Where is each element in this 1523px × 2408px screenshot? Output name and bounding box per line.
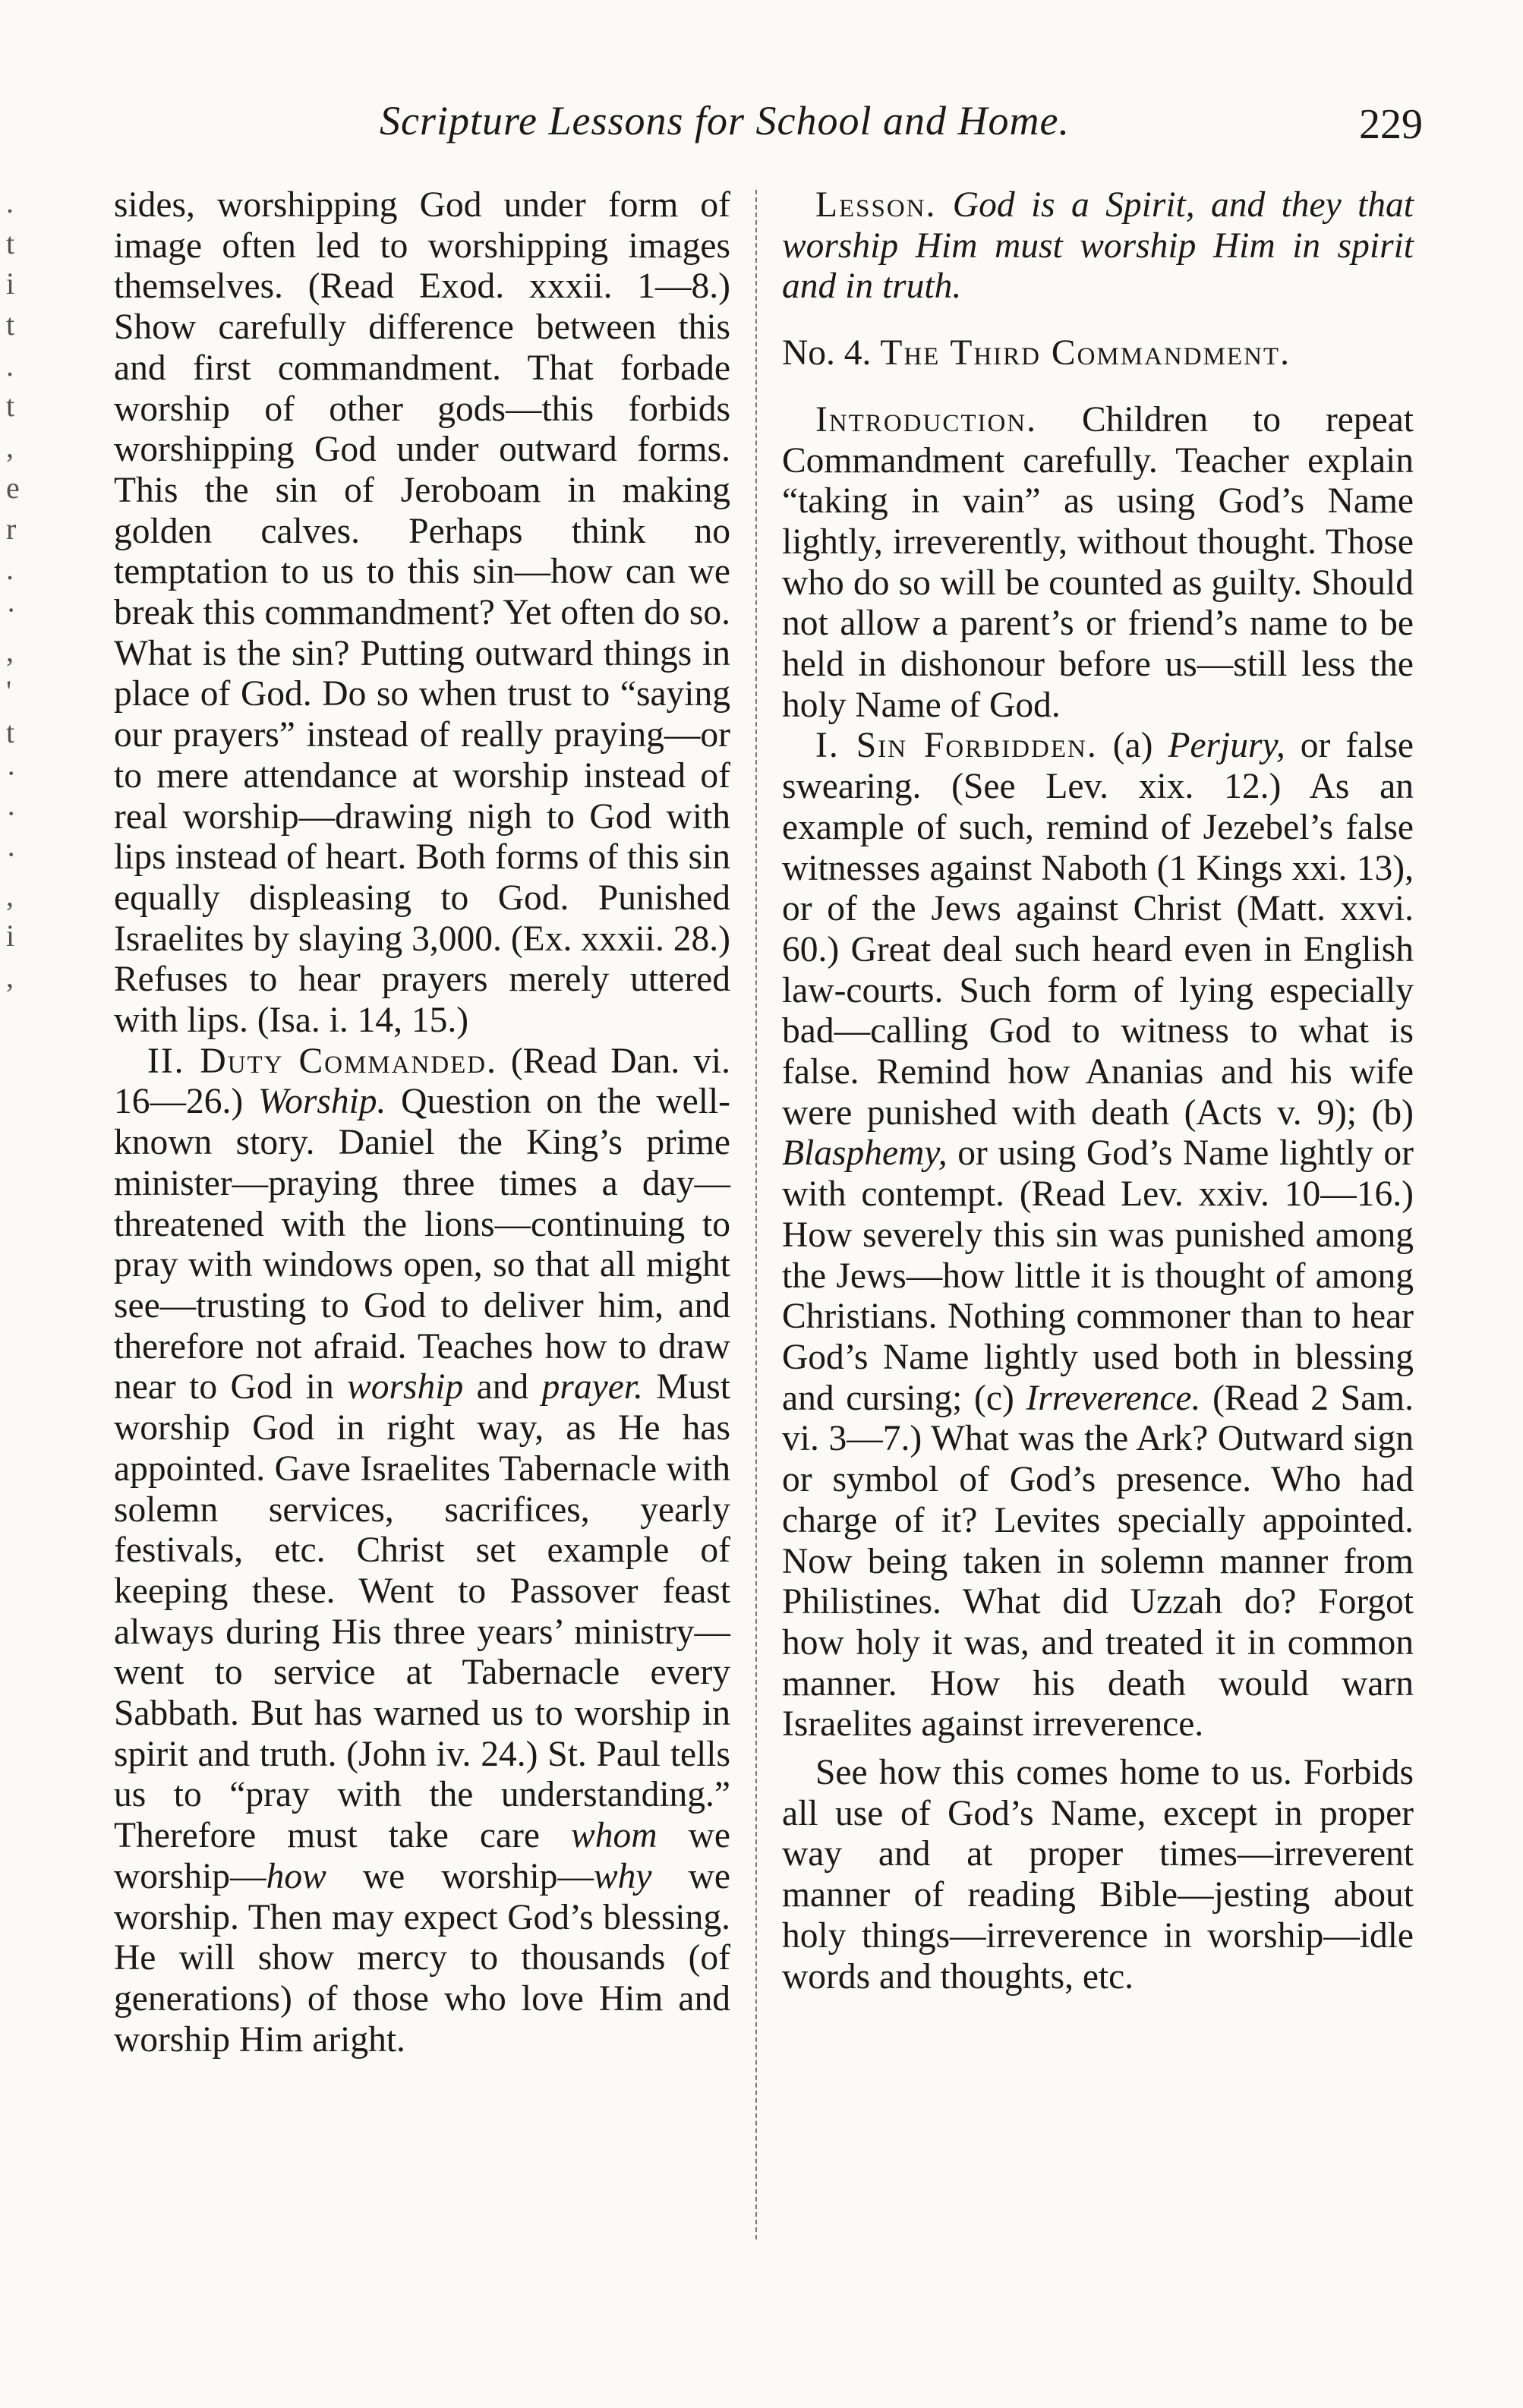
emphasis-whom: whom xyxy=(571,1816,657,1856)
emphasis-why: why xyxy=(593,1856,652,1896)
sin-forbidden-paragraph: I. Sin Forbidden. (a) Perjury, or false swearing. (See Lev. xix. 12.) As an example of such, remind of Jezebel’s false witnesses against Naboth (1 Kings xxi. 13), or of the Jews against Christ (Matt. xxvi. 60.) Great deal such heard even in English law-courts. Such form of lying especially bad—calling God to witness to what is false. Remind how Ananias and his wife were punished with death (Acts v. 9); (b) Blasphemy, or using God’s Name lightly or with contempt. (Read Lev. xxiv. 10—16.) How severely this sin was punished among the Jews—how little it is thought of among Christians. Nothing commoner than to hear God’s Name lightly used both in blessing and cursing; (c) Irreverence. (Read 2 Sam. vi. 3—7.) What was the Ark? Outward sign or symbol of God’s presence. Who had charge of it? Levites specially appointed. Now being taken in solemn manner from Philistines. What did Uzzah do? Forgot how holy it was, and treated it in common manner. How his death would warn Israelites against irreverence. xyxy=(782,726,1414,1745)
column-divider xyxy=(755,190,757,2239)
lesson-text: God is a Spirit, and they that worship Him must worship Him in spirit and in truth. xyxy=(782,185,1414,307)
page-header xyxy=(0,97,1523,158)
section-heading xyxy=(782,333,1414,374)
emphasis-worship: Worship. xyxy=(257,1082,386,1122)
emphasis-prayer: prayer. xyxy=(541,1367,643,1407)
right-column xyxy=(782,185,1414,1997)
sin-forbidden-heading: I. Sin Forbidden. xyxy=(815,726,1098,766)
duty-commanded-paragraph: II. Duty Commanded. (Read Dan. vi. 16—26.) Worship. Question on the well-known story. Daniel the King’s prime minister—praying three times a day—threatened with the lions—continuing to pray with windows open, so that all might see—trusting to God to deliver him, and therefore not afraid. Teaches how to draw near to God in worship and prayer. Must worship God in right way, as He has appointed. Gave Israelites Tabernacle with solemn services, sacrifices, yearly festivals, etc. Christ set example of keeping these. Went to Passover feast always during His three years’ ministry—went to service at Tabernacle every Sabbath. But has warned us to worship in spirit and truth. (John iv. 24.) St. Paul tells us to “pray with the understanding.” Therefore must take care whom we worship—how we worship—why we worship. Then may expect God’s blessing. He will show mercy to thousands (of generations) of those who love Him and worship Him aright. xyxy=(114,1041,730,2060)
term-blasphemy: Blasphemy, xyxy=(782,1133,948,1174)
lesson-paragraph xyxy=(782,185,1414,307)
left-paragraph-continued: sides, worshipping God under form of image often led to worshipping images themselves. (Read Exod. xxxii. 1—8.) Show carefully difference between this and first commandment. That forbade worship of other gods—this forbids worshipping God under outward forms. This the sin of Jeroboam in making golden calves. Perhaps think no temptation to us to this sin—how can we break this commandment? Yet often do so. What is the sin? Putting outward things in place of God. Do so when trust to “saying our prayers” instead of really praying—or to mere attendance at worship instead of real worship—drawing nigh to God with lips instead of heart. Both forms of this sin equally displeasing to God. Punished Israelites by slaying 3,000. (Ex. xxxii. 28.) Refuses to hear prayers merely uttered with lips. (Isa. i. 14, 15.) xyxy=(114,185,730,1041)
term-irreverence: Irreverence. xyxy=(1026,1378,1201,1418)
duty-commanded-heading: II. Duty Commanded. xyxy=(147,1041,498,1081)
section-number: No. 4. xyxy=(782,333,872,373)
introduction-label: Introduction. xyxy=(815,399,1038,440)
introduction-paragraph: Introduction. Children to repeat Commandment carefully. Teacher explain “taking in vain” as using God’s Name lightly, irreverently, without thought. Those who do so will be counted as guilty. Should not allow a parent’s or friend’s name to be held in dishonour before us—still less the holy Name of God. xyxy=(782,399,1414,725)
running-title: Scripture Lessons for School and Home. xyxy=(380,98,1070,143)
emphasis-how: how xyxy=(266,1856,326,1896)
section-title: The Third Commandment. xyxy=(880,333,1291,373)
left-column xyxy=(114,185,730,2060)
margin-bleed-marks: . t i t . t , e r . · , ' t · · · , i , xyxy=(6,185,20,994)
term-perjury: Perjury, xyxy=(1168,726,1285,766)
closing-paragraph: See how this comes home to us. Forbids all use of God’s Name, except in proper way and at proper times—irreverent manner of reading Bible—jesting about holy things—irreverence in worship—idle words and thoughts, etc. xyxy=(782,1753,1414,1997)
lesson-label: Lesson. xyxy=(815,185,937,225)
emphasis-worship-2: worship xyxy=(347,1367,464,1407)
page-number: 229 xyxy=(1359,101,1423,148)
